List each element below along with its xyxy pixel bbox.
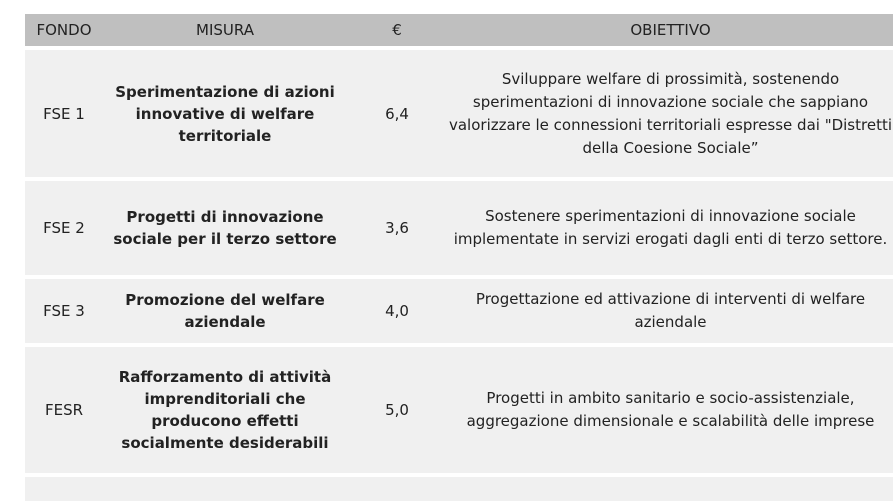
- header-obiettivo: OBIETTIVO: [630, 21, 711, 39]
- table-row: [25, 181, 893, 275]
- table-row: [25, 279, 893, 343]
- cell-euro: 6,4: [385, 104, 409, 123]
- cell-misura: Rafforzamento di attività imprenditoriali che producono effetti socialmente desiderabili: [118, 368, 332, 452]
- header-euro: €: [392, 21, 402, 39]
- cell-euro: 3,6: [385, 219, 409, 237]
- cell-obiettivo: Progettazione ed attivazione di interventi di welfare aziendale: [475, 290, 866, 331]
- cell-obiettivo: Sviluppare welfare di prossimità, sostenendo sperimentazioni di innovazione sociale che sappiano valorizzare le connessioni territoriali espresse dai "Distretti della Coesione Sociale”: [448, 69, 893, 157]
- cell-misura: Progetti di innovazione sociale per il terzo settore: [113, 208, 337, 248]
- cell-fondo: FSE 3: [43, 302, 85, 320]
- cell-euro: 4,0: [385, 302, 409, 320]
- cell-fondo: FESR: [44, 401, 84, 419]
- cell-fondo: FSE 1: [43, 104, 85, 123]
- header-fondo: FONDO: [36, 21, 92, 39]
- table-row: [25, 347, 893, 473]
- table-row: [25, 477, 893, 501]
- cell-fondo: FSE 2: [43, 219, 85, 237]
- table-header: [25, 14, 893, 46]
- header-misura: MISURA: [196, 21, 254, 39]
- cell-obiettivo: Progetti in ambito sanitario e socio-assistenziale, aggregazione dimensionale e scalabilità delle imprese: [466, 389, 875, 430]
- table-row: [25, 50, 893, 177]
- cell-euro: 5,0: [385, 401, 409, 419]
- cell-misura: Sperimentazione di azioni innovative di welfare territoriale: [115, 82, 335, 145]
- cell-misura: Promozione del welfare aziendale: [125, 291, 325, 331]
- cell-obiettivo: Sostenere sperimentazioni di innovazione sociale implementate in servizi erogati dagli enti di terzo settore.: [453, 207, 888, 248]
